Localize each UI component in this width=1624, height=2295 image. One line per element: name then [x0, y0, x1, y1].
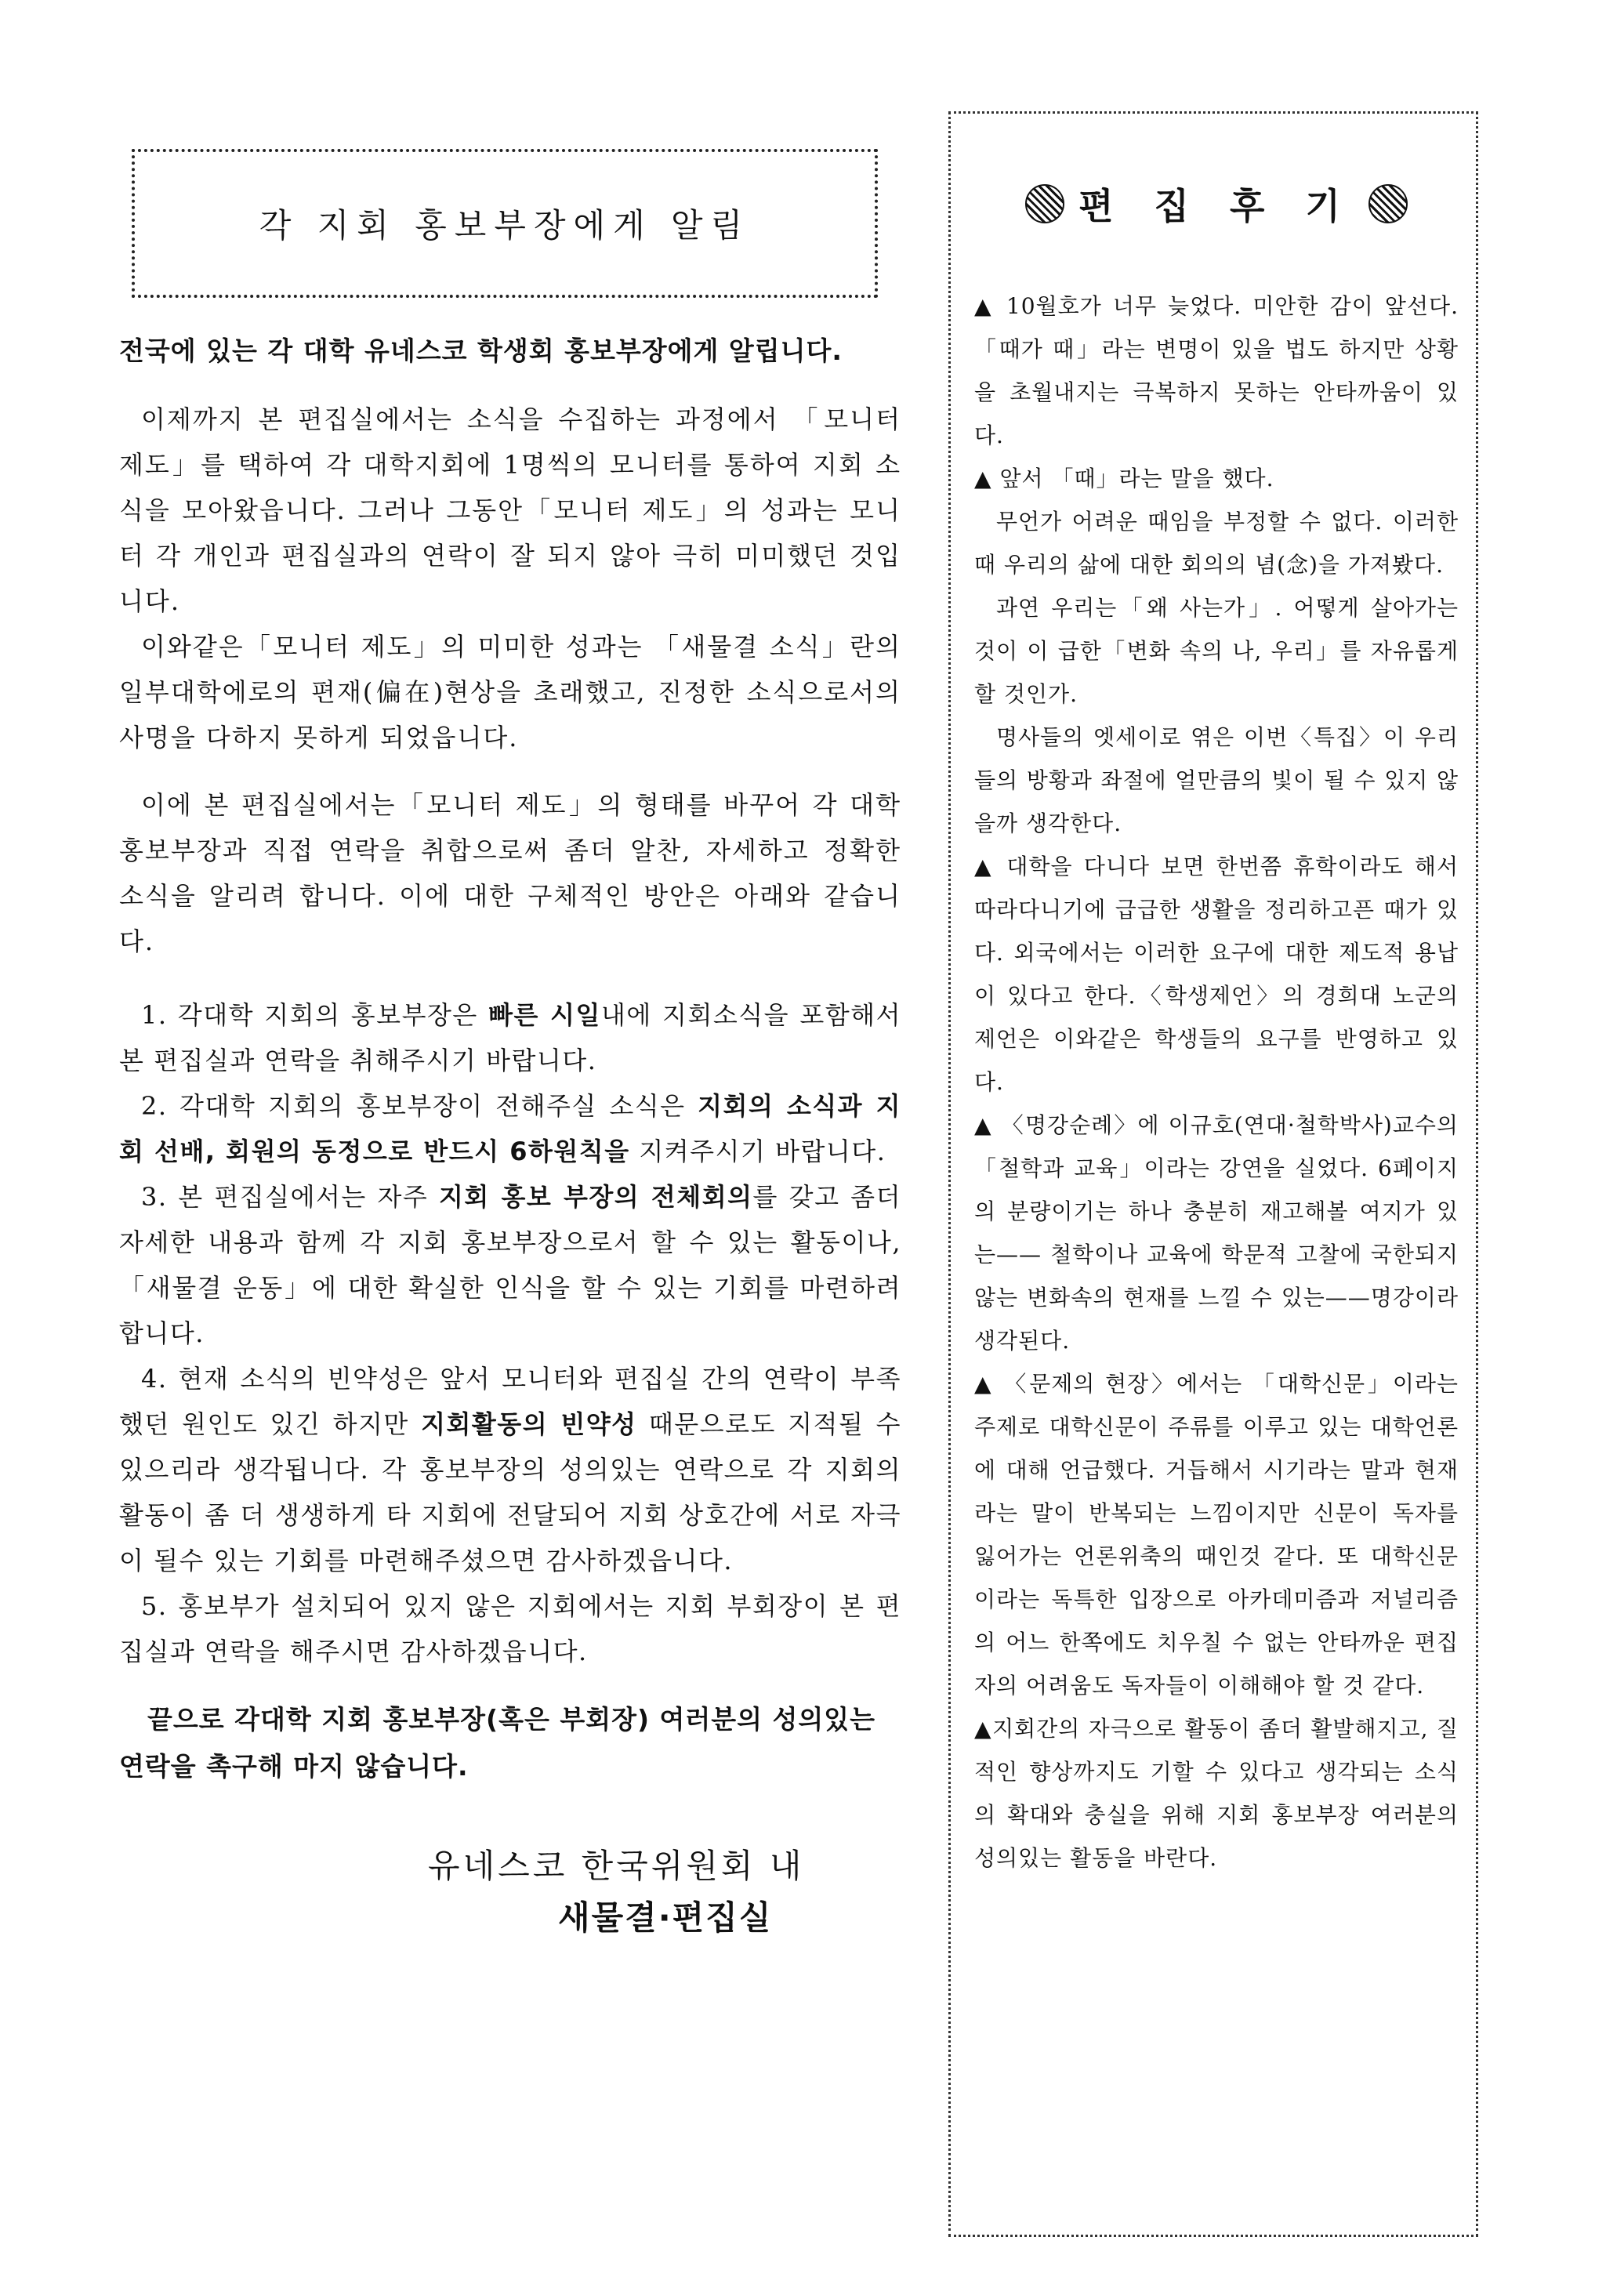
editor-note: [974, 500, 1459, 586]
triangle-icon: ▲: [974, 1716, 993, 1742]
editor-note: [974, 1707, 1459, 1880]
notice-paragraph: 이제까지 본 편집실에서는 소식을 수집하는 과정에서 「모니터 제도」를 택하여 각 대학지회에 1명씩의 모니터를 통하여 지회 소식을 모아왔읍니다. 그러나 그동안「모니터 제도」의 성과는 모니터 각 개인과 편집실과의 연락이 잘 되지 않아 극히 미미했던 것입니다.: [119, 404, 901, 616]
editor-note: [974, 457, 1459, 500]
notice-item-list: [119, 992, 901, 1674]
editor-note-text: 무언가 어려운 때임을 부정할 수 없다. 이러한 때 우리의 삶에 대한 회의의 념(念)을 가져봤다.: [974, 509, 1459, 578]
editor-notes-header: [974, 178, 1459, 230]
editor-note: [974, 1104, 1459, 1362]
notice-item: [119, 992, 901, 1083]
editor-note: [974, 1362, 1459, 1707]
editor-note-text: 명사들의 엣세이로 엮은 이번〈특집〉이 우리들의 방황과 좌절에 얼만큼의 빛이 될 수 있지 않을까 생각한다.: [974, 724, 1459, 836]
item-emphasis: 지회의 소식과 지회 선배, 회원의 동정으로 반드시 6하원칙을: [119, 1091, 902, 1166]
item-text: 5. 홍보부가 설치되어 있지 않은 지회에서는 지회 부회장이 본 편집실과 연락을 해주시면 감사하겠읍니다.: [119, 1591, 901, 1666]
triangle-icon: ▲: [974, 1371, 995, 1397]
item-text: 2. 각대학 지회의 홍보부장이 전해주실 소식은: [141, 1091, 698, 1121]
item-emphasis: 지회 홍보 부장의 전체회의: [439, 1182, 753, 1212]
editor-note-text: 〈문제의 현장〉에서는 「대학신문」이라는 주제로 대학신문이 주류를 이루고 있는 대학언론에 대해 언급했다. 거듭해서 시기라는 말과 현재라는 말이 반복되는 느낌이지만 신문이 독자를 잃어가는 언론위축의 때인것 같다. 또 대학신문이라는 독특한 입장으로 아카데미즘과 저널리즘의 어느 한쪽에도 치우칠 수 없는 안타까운 편집자의 어려움도 독자들이 이해해야 할 것 같다.: [974, 1371, 1459, 1699]
editor-note-text: 〈명강순례〉에 이규호(연대·철학박사)교수의「철학과 교육」이라는 강연을 실었다. 6페이지의 분량이기는 하나 충분히 재고해볼 여지가 있는—— 철학이나 교육에 학문적 고찰에 국한되지않는 변화속의 현재를 느낄 수 있는——명강이라 생각된다.: [974, 1112, 1459, 1354]
item-text: 지켜주시기 바랍니다.: [629, 1137, 886, 1166]
editor-note-text: 지회간의 자극으로 활동이 좀더 활발해지고, 질적인 향상까지도 기할 수 있다고 생각되는 소식의 확대와 충실을 위해 지회 홍보부장 여러분의 성의있는 활동을 바란다.: [974, 1716, 1459, 1871]
notice-title-box: [132, 149, 878, 298]
item-text: 때문으로도 지적될 수 있으리라 생각됩니다. 각 홍보부장의 성의있는 연락으로 각 지회의 활동이 좀 더 생생하게 타 지회에 전달되어 지회 상호간에 서로 자극이 될수 있는 기회를 마련해주셨으면 감사하겠읍니다.: [119, 1409, 902, 1575]
item-text: 를 갖고 좀더 자세한 내용과 함께 각 지회 홍보부장으로서 할 수 있는 활동이나,「새물결 운동」에 대한 확실한 인식을 할 수 있는 기회를 마련하려 합니다.: [119, 1182, 901, 1348]
editor-notes-box: [948, 111, 1478, 2237]
notice-item: [119, 1174, 901, 1356]
triangle-icon: ▲: [974, 854, 995, 879]
editor-note-text: 10월호가 너무 늦었다. 미안한 감이 앞선다. 「때가 때」라는 변명이 있을 법도 하지만 상황을 초월내지는 극복하지 못하는 안타까움이 있다.: [974, 293, 1459, 448]
triangle-icon: ▲: [974, 466, 992, 491]
notice-column: [119, 149, 901, 1939]
notice-title: 각 지회 홍보부장에게 알림: [259, 206, 751, 245]
notice-paragraph: 이에 본 편집실에서는「모니터 제도」의 형태를 바꾸어 각 대학 홍보부장과 직접 연락을 취합으로써 좀더 알찬, 자세하고 정확한 소식을 알리려 합니다. 이에 대한 구체적인 방안은 아래와 같습니다.: [119, 790, 901, 956]
editor-note-text: 앞서 「때」라는 말을 했다.: [991, 466, 1274, 491]
notice-item: [119, 1583, 901, 1674]
notice-item: [119, 1356, 901, 1583]
notice-intro: 전국에 있는 각 대학 유네스코 학생회 홍보부장에게 알립니다.: [119, 335, 843, 366]
notice-paragraph: 이와같은「모니터 제도」의 미미한 성과는 「새물결 소식」란의 일부대학에로의 편재(偏在)현상을 초래했고, 진정한 소식으로서의 사명을 다하지 못하게 되었읍니다.: [119, 632, 901, 752]
item-emphasis: 빠른 시일: [488, 1000, 601, 1030]
signature-office: 새물결·편집실: [558, 1898, 773, 1937]
editor-note: [974, 586, 1459, 716]
editor-note-text: 과연 우리는「왜 사는가」. 어떻게 살아가는 것이 이 급한「변화 속의 나, 우리」를 자유롭게 할 것인가.: [974, 595, 1459, 707]
triangle-icon: ▲: [974, 1112, 993, 1138]
item-text: 3. 본 편집실에서는 자주: [141, 1182, 440, 1212]
item-text: 내에 지회소식을 포함해서 본 편집실과 연락을 취해주시기 바랍니다.: [119, 1000, 901, 1075]
triangle-icon: ▲: [974, 293, 995, 319]
notice-closing: 끝으로 각대학 지회 홍보부장(혹은 부회장) 여러분의 성의있는 연락을 촉구해 마지 않습니다.: [119, 1704, 876, 1782]
editor-note: [974, 716, 1459, 845]
item-emphasis: 지회활동의 빈약성: [421, 1409, 637, 1439]
editor-note: [974, 845, 1459, 1104]
item-text: 4. 현재 소식의 빈약성은 앞서 모니터와 편집실 간의 연락이 부족했던 원인도 있긴 하지만: [119, 1364, 901, 1439]
hatched-circle-icon: [1025, 184, 1064, 223]
notice-item: [119, 1083, 901, 1174]
editor-note-text: 대학을 다니다 보면 한번쯤 휴학이라도 해서 따라다니기에 급급한 생활을 정리하고픈 때가 있다. 외국에서는 이러한 요구에 대한 제도적 용납이 있다고 한다.〈학생제언〉의 경희대 노군의 제언은 이와같은 학생들의 요구를 반영하고 있다.: [974, 854, 1459, 1095]
item-text: 1. 각대학 지회의 홍보부장은: [141, 1000, 489, 1030]
editor-note: [974, 285, 1459, 457]
signature-organization: 유네스코 한국위원회 내: [428, 1847, 805, 1885]
editor-notes-title: 편 집 후 기: [1078, 185, 1354, 227]
hatched-circle-icon: [1368, 184, 1408, 223]
